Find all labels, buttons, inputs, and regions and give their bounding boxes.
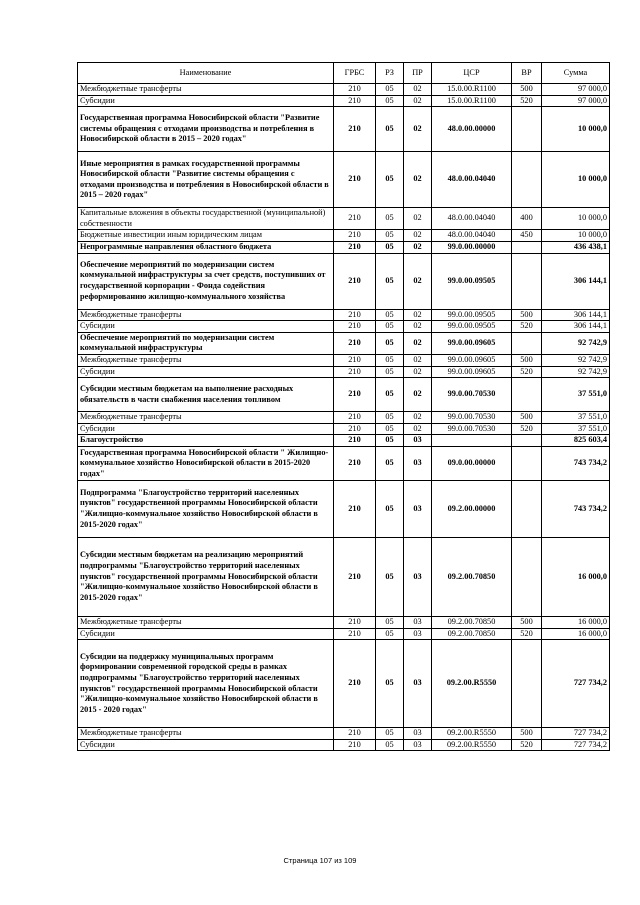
table-row (78, 309, 610, 321)
row-sum: 436 438,1 (542, 241, 610, 253)
row-csr: 99.0.00.09605 (432, 332, 512, 354)
header-csr: ЦСР (432, 63, 512, 84)
row-name: Субсидии (78, 95, 334, 107)
table-row (78, 253, 610, 309)
row-sum: 92 742,9 (542, 332, 610, 354)
table-row (78, 107, 610, 152)
header-pr: ПР (404, 63, 432, 84)
row-name: Субсидии (78, 321, 334, 333)
table-row (78, 332, 610, 354)
row-name: Государственная программа Новосибирской области "Развитие системы обращения с отходами производства и потребления в Новосибирской области в 2015 – 2020 годах" (78, 107, 334, 152)
table-row (78, 366, 610, 378)
table-row (78, 616, 610, 628)
row-vr: 520 (512, 423, 542, 435)
row-grbs: 210 (334, 412, 376, 424)
row-csr: 09.2.00.70850 (432, 616, 512, 628)
row-pr: 03 (404, 537, 432, 616)
row-sum: 92 742,9 (542, 354, 610, 366)
row-rz: 05 (376, 230, 404, 242)
row-name: Межбюджетные трансферты (78, 84, 334, 96)
row-name: Обеспечение мероприятий по модернизации систем коммунальной инфраструктуры за счет средств, поступивших от государственной корпорации - Фонда содействия реформированию жилищно-коммунального хозяйства (78, 253, 334, 309)
row-grbs: 210 (334, 537, 376, 616)
row-csr: 09.0.00.00000 (432, 446, 512, 480)
row-name: Благоустройство (78, 435, 334, 447)
table-row (78, 480, 610, 537)
row-sum: 743 734,2 (542, 480, 610, 537)
row-name: Субсидии (78, 366, 334, 378)
table-header-row (78, 63, 610, 84)
row-sum: 10 000,0 (542, 208, 610, 230)
row-sum: 37 551,0 (542, 412, 610, 424)
table-row (78, 628, 610, 640)
table-body (78, 84, 610, 751)
row-vr (512, 332, 542, 354)
table-row (78, 640, 610, 728)
row-name: Субсидии местным бюджетам на выполнение расходных обязательств в части снабжения населения топливом (78, 378, 334, 412)
row-vr: 500 (512, 354, 542, 366)
row-sum: 306 144,1 (542, 321, 610, 333)
header-rz: РЗ (376, 63, 404, 84)
row-vr: 520 (512, 95, 542, 107)
row-rz: 05 (376, 435, 404, 447)
page-number: Страница 107 из 109 (283, 856, 357, 865)
row-sum: 92 742,9 (542, 366, 610, 378)
row-name: Субсидии (78, 739, 334, 751)
row-rz: 05 (376, 208, 404, 230)
row-pr: 02 (404, 423, 432, 435)
table-row (78, 95, 610, 107)
row-grbs: 210 (334, 446, 376, 480)
row-csr: 99.0.00.70530 (432, 412, 512, 424)
row-pr: 03 (404, 435, 432, 447)
row-pr: 03 (404, 640, 432, 728)
row-sum: 10 000,0 (542, 152, 610, 208)
row-grbs: 210 (334, 739, 376, 751)
row-grbs: 210 (334, 616, 376, 628)
row-vr (512, 253, 542, 309)
row-sum: 16 000,0 (542, 628, 610, 640)
row-sum: 97 000,0 (542, 84, 610, 96)
row-sum: 97 000,0 (542, 95, 610, 107)
row-name: Субсидии (78, 423, 334, 435)
row-rz: 05 (376, 332, 404, 354)
row-grbs: 210 (334, 366, 376, 378)
row-rz: 05 (376, 321, 404, 333)
row-name: Межбюджетные трансферты (78, 354, 334, 366)
row-rz: 05 (376, 95, 404, 107)
row-rz: 05 (376, 446, 404, 480)
row-name: Капитальные вложения в объекты государственной (муниципальной) собственности (78, 208, 334, 230)
row-name: Межбюджетные трансферты (78, 309, 334, 321)
row-grbs: 210 (334, 241, 376, 253)
table-row (78, 241, 610, 253)
row-pr: 02 (404, 230, 432, 242)
row-grbs: 210 (334, 728, 376, 740)
row-csr: 09.2.00.R5550 (432, 739, 512, 751)
row-rz: 05 (376, 537, 404, 616)
row-name: Межбюджетные трансферты (78, 616, 334, 628)
table-row (78, 230, 610, 242)
row-sum: 727 734,2 (542, 728, 610, 740)
row-vr: 500 (512, 309, 542, 321)
table-row (78, 378, 610, 412)
row-rz: 05 (376, 739, 404, 751)
row-sum: 37 551,0 (542, 378, 610, 412)
row-vr: 520 (512, 628, 542, 640)
row-rz: 05 (376, 378, 404, 412)
row-rz: 05 (376, 640, 404, 728)
row-grbs: 210 (334, 253, 376, 309)
row-name: Субсидии местным бюджетам на реализацию мероприятий подпрограммы "Благоустройство территорий населенных пунктов" государственной программы Новосибирской области "Жилищно-коммунальное хозяйство Новосибирской области в 2015-2020 годах" (78, 537, 334, 616)
row-csr: 99.0.00.09605 (432, 366, 512, 378)
row-grbs: 210 (334, 354, 376, 366)
row-grbs: 210 (334, 107, 376, 152)
row-sum: 37 551,0 (542, 423, 610, 435)
row-csr: 15.0.00.R1100 (432, 84, 512, 96)
table-row (78, 435, 610, 447)
row-pr: 03 (404, 739, 432, 751)
row-rz: 05 (376, 107, 404, 152)
row-name: Обеспечение мероприятий по модернизации систем коммунальной инфраструктуры (78, 332, 334, 354)
row-csr: 48.0.00.04040 (432, 152, 512, 208)
row-grbs: 210 (334, 423, 376, 435)
row-rz: 05 (376, 423, 404, 435)
row-grbs: 210 (334, 309, 376, 321)
row-pr: 03 (404, 446, 432, 480)
row-rz: 05 (376, 309, 404, 321)
row-vr: 450 (512, 230, 542, 242)
row-name: Бюджетные инвестиции иным юридическим лицам (78, 230, 334, 242)
row-csr (432, 435, 512, 447)
row-csr: 09.2.00.R5550 (432, 728, 512, 740)
budget-table (77, 62, 610, 751)
row-rz: 05 (376, 616, 404, 628)
row-vr: 500 (512, 616, 542, 628)
row-sum: 10 000,0 (542, 107, 610, 152)
row-vr (512, 107, 542, 152)
row-vr: 520 (512, 366, 542, 378)
row-rz: 05 (376, 241, 404, 253)
row-vr: 520 (512, 321, 542, 333)
row-rz: 05 (376, 84, 404, 96)
row-sum: 306 144,1 (542, 309, 610, 321)
table-row (78, 84, 610, 96)
row-vr (512, 241, 542, 253)
row-rz: 05 (376, 253, 404, 309)
row-csr: 99.0.00.70530 (432, 423, 512, 435)
row-pr: 02 (404, 208, 432, 230)
row-sum: 727 734,2 (542, 640, 610, 728)
row-sum: 743 734,2 (542, 446, 610, 480)
row-pr: 03 (404, 616, 432, 628)
row-name: Межбюджетные трансферты (78, 412, 334, 424)
row-sum: 825 603,4 (542, 435, 610, 447)
table-row (78, 739, 610, 751)
table-row (78, 423, 610, 435)
table-row (78, 321, 610, 333)
table-row (78, 537, 610, 616)
row-csr: 09.2.00.70850 (432, 628, 512, 640)
header-sum: Сумма (542, 63, 610, 84)
row-pr: 02 (404, 107, 432, 152)
row-pr: 02 (404, 412, 432, 424)
row-vr: 520 (512, 739, 542, 751)
row-name: Субсидии на поддержку муниципальных программ формировании современной городской среды в рамках подпрограммы "Благоустройство территорий населенных пунктов" государственной программы Новосибирской области "Жилищно-коммунальное хозяйство Новосибирской области в 2015 - 2020 годах" (78, 640, 334, 728)
row-vr: 500 (512, 84, 542, 96)
row-pr: 02 (404, 321, 432, 333)
row-name: Государственная программа Новосибирской области " Жилищно-коммунальное хозяйство Новосибирской области в 2015-2020 годах" (78, 446, 334, 480)
row-pr: 02 (404, 241, 432, 253)
row-name: Иные мероприятия в рамках государственной программы Новосибирской области "Развитие системы обращения с отходами производства и потребления в Новосибирской области в 2015 – 2020 годах" (78, 152, 334, 208)
header-name: Наименование (78, 63, 334, 84)
row-sum: 16 000,0 (542, 616, 610, 628)
table-row (78, 728, 610, 740)
row-csr: 09.2.00.R5550 (432, 640, 512, 728)
row-pr: 02 (404, 152, 432, 208)
header-grbs: ГРБС (334, 63, 376, 84)
row-grbs: 210 (334, 152, 376, 208)
row-grbs: 210 (334, 332, 376, 354)
row-csr: 99.0.00.70530 (432, 378, 512, 412)
row-csr: 99.0.00.09605 (432, 354, 512, 366)
row-rz: 05 (376, 152, 404, 208)
row-grbs: 210 (334, 84, 376, 96)
row-vr (512, 640, 542, 728)
row-rz: 05 (376, 354, 404, 366)
row-sum: 16 000,0 (542, 537, 610, 616)
row-grbs: 210 (334, 321, 376, 333)
row-csr: 15.0.00.R1100 (432, 95, 512, 107)
row-name: Межбюджетные трансферты (78, 728, 334, 740)
row-name: Подпрограмма "Благоустройство территорий населенных пунктов" государственной программы Новосибирской области "Жилищно-коммунальное хозяйство Новосибирской области в 2015-2020 годах" (78, 480, 334, 537)
table-row (78, 446, 610, 480)
row-pr: 02 (404, 332, 432, 354)
row-grbs: 210 (334, 628, 376, 640)
row-grbs: 210 (334, 95, 376, 107)
row-name: Непрограммные направления областного бюджета (78, 241, 334, 253)
header-vr: ВР (512, 63, 542, 84)
table-row (78, 208, 610, 230)
row-pr: 02 (404, 84, 432, 96)
row-rz: 05 (376, 366, 404, 378)
row-pr: 02 (404, 95, 432, 107)
row-grbs: 210 (334, 480, 376, 537)
row-pr: 03 (404, 480, 432, 537)
row-sum: 10 000,0 (542, 230, 610, 242)
row-rz: 05 (376, 628, 404, 640)
row-pr: 02 (404, 366, 432, 378)
row-vr (512, 152, 542, 208)
row-vr: 400 (512, 208, 542, 230)
row-grbs: 210 (334, 378, 376, 412)
row-csr: 99.0.00.09505 (432, 321, 512, 333)
table-row (78, 354, 610, 366)
row-pr: 02 (404, 253, 432, 309)
row-csr: 48.0.00.04040 (432, 208, 512, 230)
row-csr: 99.0.00.09505 (432, 253, 512, 309)
table-row (78, 152, 610, 208)
row-vr: 500 (512, 412, 542, 424)
row-csr: 09.2.00.70850 (432, 537, 512, 616)
row-grbs: 210 (334, 640, 376, 728)
row-pr: 03 (404, 628, 432, 640)
row-rz: 05 (376, 728, 404, 740)
row-vr (512, 537, 542, 616)
row-pr: 02 (404, 309, 432, 321)
row-pr: 03 (404, 728, 432, 740)
row-vr (512, 446, 542, 480)
row-pr: 02 (404, 378, 432, 412)
row-csr: 99.0.00.09505 (432, 309, 512, 321)
row-rz: 05 (376, 480, 404, 537)
row-vr (512, 378, 542, 412)
row-vr: 500 (512, 728, 542, 740)
row-name: Субсидии (78, 628, 334, 640)
row-grbs: 210 (334, 208, 376, 230)
row-grbs: 210 (334, 435, 376, 447)
row-grbs: 210 (334, 230, 376, 242)
table-row (78, 412, 610, 424)
row-vr (512, 480, 542, 537)
row-rz: 05 (376, 412, 404, 424)
row-csr: 48.0.00.04040 (432, 230, 512, 242)
row-csr: 09.2.00.00000 (432, 480, 512, 537)
row-csr: 99.0.00.00000 (432, 241, 512, 253)
row-vr (512, 435, 542, 447)
row-sum: 306 144,1 (542, 253, 610, 309)
row-csr: 48.0.00.00000 (432, 107, 512, 152)
row-pr: 02 (404, 354, 432, 366)
row-sum: 727 734,2 (542, 739, 610, 751)
